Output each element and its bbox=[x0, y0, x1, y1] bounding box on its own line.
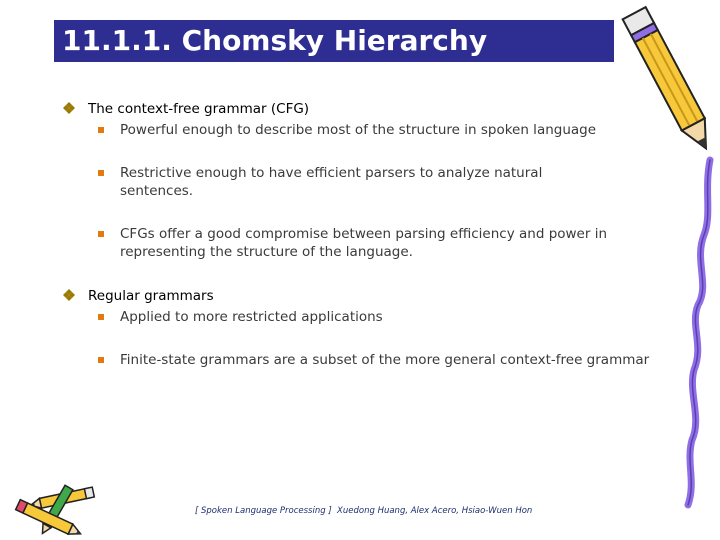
slide-body bbox=[60, 100, 660, 369]
square-bullet-icon bbox=[98, 127, 104, 133]
bullet-text: Finite-state grammars are a subset of the more general context-free grammar bbox=[120, 352, 650, 368]
bullet-level1 bbox=[60, 100, 660, 118]
section-heading: The context-free grammar (CFG) bbox=[88, 101, 310, 117]
pencils-clipart-icon bbox=[10, 480, 100, 540]
bullet-text: Restrictive enough to have efficient parsers to analyze natural sentences. bbox=[120, 165, 543, 199]
bullet-text: CFGs offer a good compromise between parsing efficiency and power in representing the structure of the language. bbox=[120, 226, 608, 260]
title-bar bbox=[54, 20, 614, 62]
slide-title: 11.1.1. Chomsky Hierarchy bbox=[62, 24, 488, 57]
square-bullet-icon bbox=[98, 357, 104, 363]
square-bullet-icon bbox=[98, 170, 104, 176]
bullet-level2 bbox=[60, 225, 610, 261]
bullet-level2 bbox=[60, 121, 610, 139]
bullet-level2 bbox=[60, 308, 610, 326]
square-bullet-icon bbox=[98, 231, 104, 237]
diamond-bullet-icon bbox=[62, 101, 76, 115]
bullet-level2 bbox=[60, 164, 610, 200]
diamond-bullet-icon bbox=[62, 288, 76, 302]
slide-footer: [ Spoken Language Processing ] Xuedong Huang, Alex Acero, Hsiao-Wuen Hon bbox=[195, 506, 533, 516]
bullet-level1 bbox=[60, 287, 660, 305]
section-heading: Regular grammars bbox=[88, 288, 214, 304]
bullet-text: Powerful enough to describe most of the structure in spoken language bbox=[120, 122, 597, 138]
bullet-level2 bbox=[60, 351, 720, 369]
bullet-text: Applied to more restricted applications bbox=[120, 309, 383, 325]
square-bullet-icon bbox=[98, 314, 104, 320]
